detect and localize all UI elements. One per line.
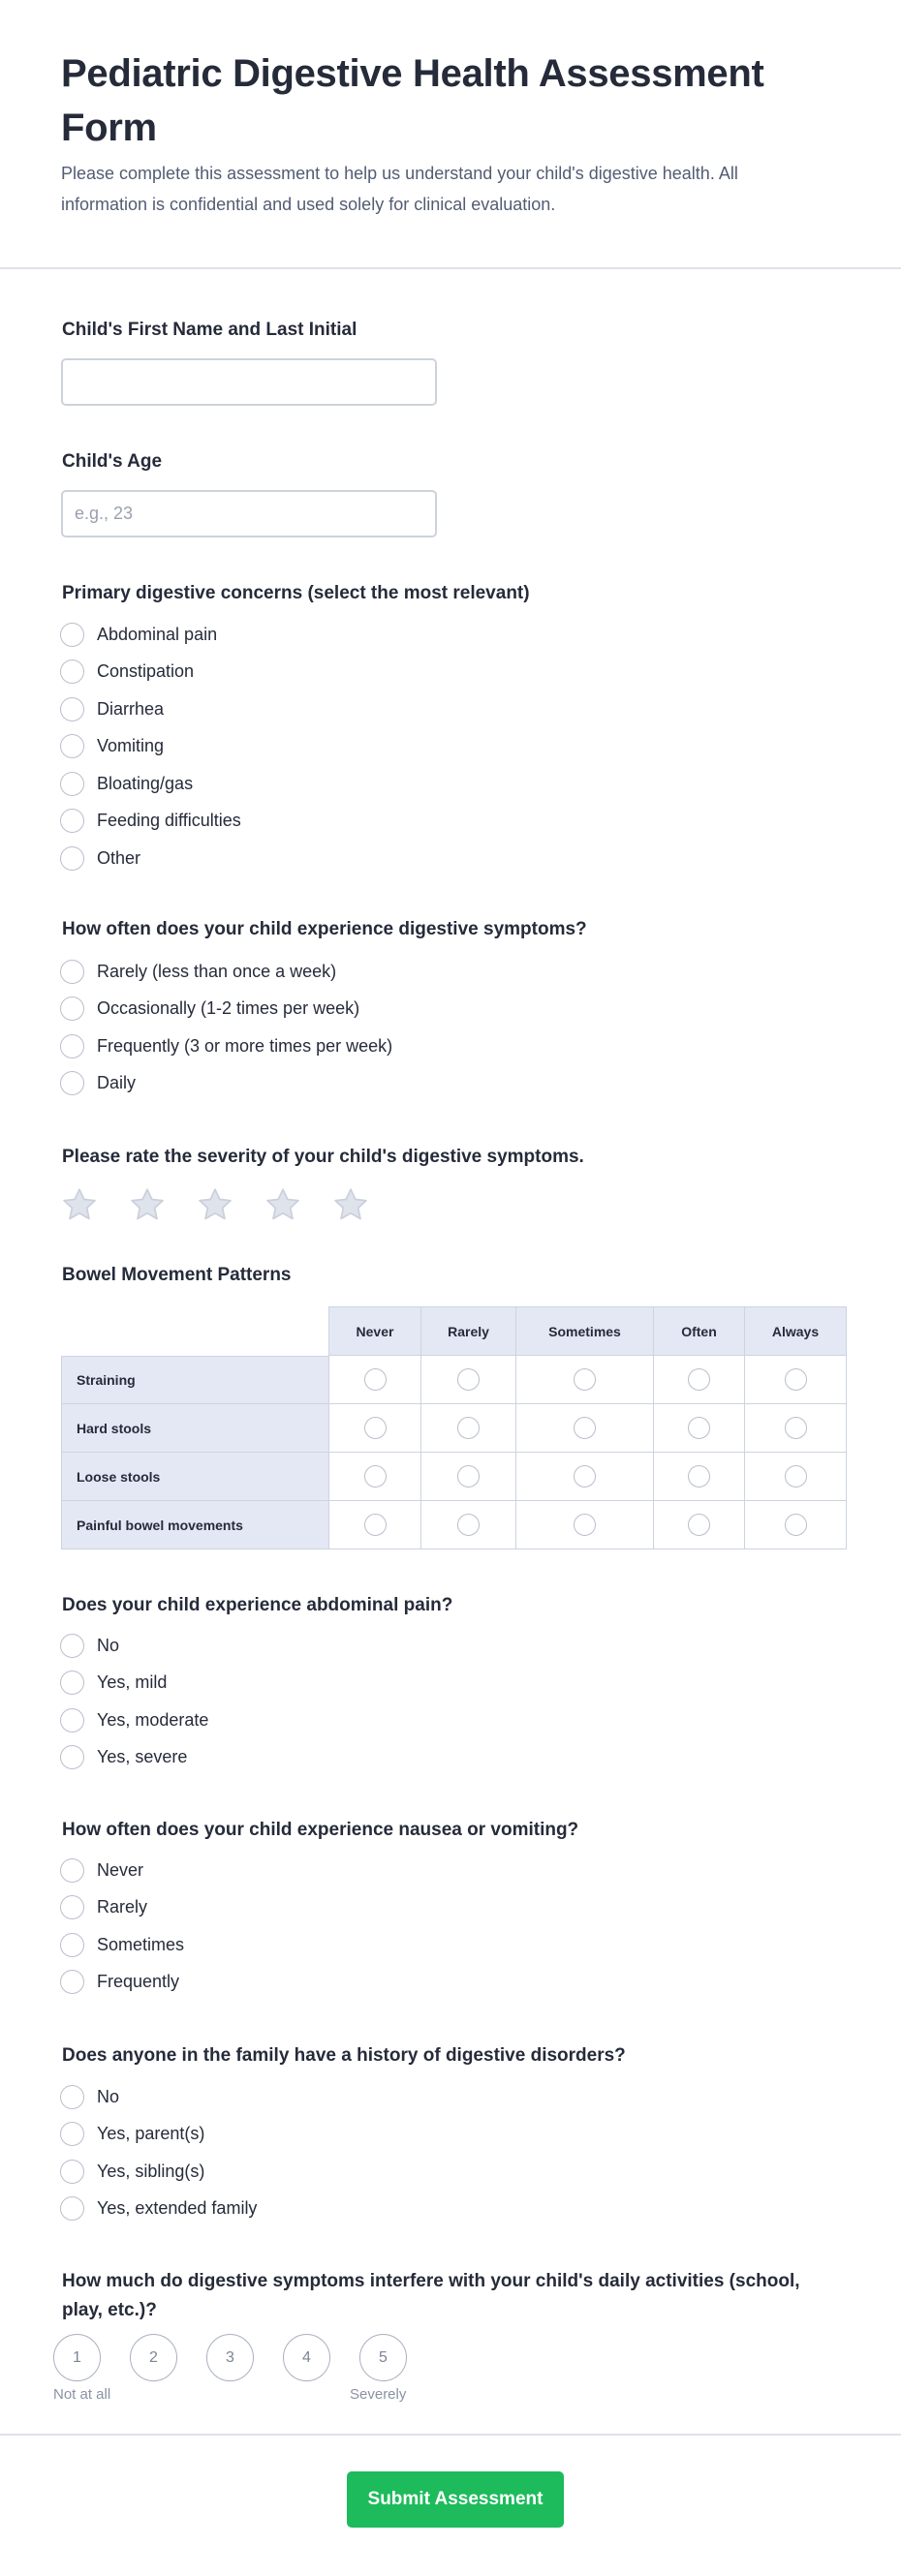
matrix-row — [61, 1501, 847, 1549]
scale-option[interactable]: 2 — [130, 2334, 177, 2381]
radio-button[interactable] — [60, 1071, 84, 1095]
matrix-cell — [421, 1356, 516, 1404]
star-icon[interactable] — [60, 1185, 99, 1224]
concerns-option[interactable] — [60, 770, 193, 797]
frequency-option[interactable] — [60, 958, 336, 985]
matrix-cell — [745, 1404, 847, 1453]
radio-button[interactable] — [364, 1465, 387, 1487]
concerns-label: Primary digestive concerns (select the most relevant) — [62, 583, 530, 603]
radio-button[interactable] — [60, 997, 84, 1021]
radio-button[interactable] — [457, 1514, 480, 1536]
star-icon[interactable] — [264, 1185, 302, 1224]
matrix-cell — [516, 1404, 654, 1453]
matrix-column-header: Never — [329, 1306, 421, 1356]
option-label: Never — [97, 1859, 144, 1880]
radio-button[interactable] — [364, 1514, 387, 1536]
family-label: Does anyone in the family have a history of digestive disorders? — [62, 2045, 626, 2066]
scale-option[interactable]: 4 — [283, 2334, 330, 2381]
option-label: Yes, extended family — [97, 2198, 258, 2218]
matrix-column-header: Always — [745, 1306, 847, 1356]
frequency-option[interactable] — [60, 996, 359, 1023]
matrix-cell — [421, 1501, 516, 1549]
matrix-row-label: Loose stools — [61, 1453, 329, 1501]
radio-button[interactable] — [60, 960, 84, 984]
radio-button[interactable] — [60, 1858, 84, 1883]
matrix-cell — [329, 1501, 421, 1549]
star-icon[interactable] — [128, 1185, 167, 1224]
scale-min-label: Not at all — [53, 2386, 111, 2403]
radio-button[interactable] — [60, 1034, 84, 1058]
radio-button[interactable] — [457, 1417, 480, 1439]
matrix-cell — [329, 1453, 421, 1501]
option-label: Constipation — [97, 661, 195, 681]
option-label: Frequently (3 or more times per week) — [97, 1035, 393, 1056]
radio-button[interactable] — [574, 1514, 596, 1536]
radio-button[interactable] — [688, 1368, 710, 1391]
matrix-cell — [516, 1356, 654, 1404]
option-label: Yes, severe — [97, 1747, 188, 1766]
nausea-option[interactable] — [60, 1894, 147, 1921]
severity-label: Please rate the severity of your child's digestive symptoms. — [62, 1147, 584, 1167]
matrix-cell — [745, 1453, 847, 1501]
interference-scale — [53, 2334, 407, 2381]
radio-button[interactable] — [785, 1465, 807, 1487]
matrix-row — [61, 1404, 847, 1453]
matrix-row — [61, 1356, 847, 1404]
matrix-column-header: Sometimes — [516, 1306, 654, 1356]
scale-option[interactable]: 5 — [359, 2334, 407, 2381]
abdominal-option[interactable] — [60, 1744, 187, 1771]
abdominal-label: Does your child experience abdominal pain? — [62, 1595, 453, 1615]
matrix-cell — [421, 1404, 516, 1453]
radio-button[interactable] — [688, 1417, 710, 1439]
family-option[interactable] — [60, 2083, 119, 2110]
family-option[interactable] — [60, 2195, 257, 2223]
radio-button[interactable] — [60, 1895, 84, 1919]
radio-button[interactable] — [457, 1465, 480, 1487]
scale-option[interactable]: 1 — [53, 2334, 101, 2381]
option-label: Vomiting — [97, 736, 165, 755]
option-label: Yes, mild — [97, 1672, 168, 1692]
nausea-option[interactable] — [60, 1931, 184, 1958]
name-label: Child's First Name and Last Initial — [62, 320, 357, 340]
matrix-cell — [745, 1356, 847, 1404]
abdominal-option[interactable] — [60, 1632, 119, 1659]
bowel-label: Bowel Movement Patterns — [62, 1265, 292, 1285]
option-label: Sometimes — [97, 1934, 185, 1954]
radio-button[interactable] — [60, 1745, 84, 1769]
radio-button[interactable] — [60, 734, 84, 758]
matrix-cell — [421, 1453, 516, 1501]
radio-button[interactable] — [60, 659, 84, 684]
matrix-cell — [329, 1356, 421, 1404]
radio-button[interactable] — [688, 1514, 710, 1536]
child-name-input[interactable] — [61, 358, 437, 406]
abdominal-option[interactable] — [60, 1670, 167, 1697]
radio-button[interactable] — [785, 1514, 807, 1536]
frequency-label: How often does your child experience digestive symptoms? — [62, 919, 587, 939]
option-label: No — [97, 1635, 120, 1655]
submit-button[interactable]: Submit Assessment — [347, 2471, 564, 2528]
matrix-cell — [745, 1501, 847, 1549]
radio-button[interactable] — [60, 2122, 84, 2146]
radio-button[interactable] — [785, 1417, 807, 1439]
matrix-cell — [516, 1501, 654, 1549]
star-rating — [60, 1185, 370, 1224]
matrix-cell — [654, 1501, 745, 1549]
concerns-option[interactable] — [60, 659, 194, 686]
matrix-row — [61, 1453, 847, 1501]
matrix-column-header: Often — [654, 1306, 745, 1356]
interference-label: How much do digestive symptoms interfere with your child's daily activities (school, play, etc.)? — [62, 2271, 800, 2320]
concerns-option[interactable] — [60, 808, 241, 835]
matrix-row-label: Straining — [61, 1356, 329, 1404]
option-label: Feeding difficulties — [97, 811, 241, 830]
divider — [0, 267, 901, 269]
radio-button[interactable] — [60, 697, 84, 721]
option-label: Other — [97, 847, 141, 868]
child-age-input[interactable] — [61, 490, 437, 537]
option-label: Abdominal pain — [97, 624, 218, 644]
radio-button[interactable] — [574, 1465, 596, 1487]
nausea-option[interactable] — [60, 1969, 179, 1996]
radio-button[interactable] — [60, 1634, 84, 1658]
option-label: Occasionally (1-2 times per week) — [97, 998, 360, 1018]
option-label: No — [97, 2086, 120, 2106]
radio-button[interactable] — [60, 2160, 84, 2184]
radio-button[interactable] — [60, 623, 84, 647]
frequency-option[interactable] — [60, 1032, 392, 1059]
star-icon[interactable] — [196, 1185, 234, 1224]
footer-divider — [0, 2434, 901, 2436]
concerns-option[interactable] — [60, 844, 140, 872]
matrix-row-label: Painful bowel movements — [61, 1501, 329, 1549]
matrix-cell — [516, 1453, 654, 1501]
option-label: Yes, sibling(s) — [97, 2161, 205, 2181]
matrix-row-label: Hard stools — [61, 1404, 329, 1453]
nausea-option[interactable] — [60, 1856, 143, 1884]
radio-button[interactable] — [688, 1465, 710, 1487]
abdominal-option[interactable] — [60, 1706, 208, 1733]
radio-button[interactable] — [60, 1970, 84, 1994]
scale-max-label: Severely — [350, 2386, 407, 2403]
radio-button[interactable] — [60, 2196, 84, 2221]
option-label: Rarely — [97, 1897, 148, 1917]
radio-button[interactable] — [364, 1417, 387, 1439]
family-option[interactable] — [60, 2158, 204, 2185]
radio-button[interactable] — [60, 2085, 84, 2109]
matrix-cell — [654, 1453, 745, 1501]
radio-button[interactable] — [60, 846, 84, 871]
page-subtitle: Please complete this assessment to help us understand your child's digestive health. All information is confidential and used solely for clinical evaluation. — [61, 164, 738, 214]
radio-button[interactable] — [60, 809, 84, 833]
radio-button[interactable] — [60, 772, 84, 796]
scale-option[interactable]: 3 — [206, 2334, 254, 2381]
radio-button[interactable] — [364, 1368, 387, 1391]
radio-button[interactable] — [574, 1417, 596, 1439]
frequency-option[interactable] — [60, 1070, 136, 1097]
concerns-option[interactable] — [60, 621, 217, 648]
page-title: Pediatric Digestive Health Assessment Form — [61, 52, 764, 149]
matrix-corner — [61, 1306, 329, 1356]
concerns-option[interactable] — [60, 733, 164, 760]
option-label: Yes, moderate — [97, 1709, 209, 1730]
option-label: Diarrhea — [97, 698, 165, 719]
radio-button[interactable] — [60, 1708, 84, 1733]
bowel-matrix — [61, 1306, 847, 1549]
option-label: Frequently — [97, 1972, 180, 1991]
matrix-cell — [329, 1404, 421, 1453]
matrix-cell — [654, 1356, 745, 1404]
option-label: Daily — [97, 1073, 137, 1092]
matrix-column-header: Rarely — [421, 1306, 516, 1356]
family-option[interactable] — [60, 2121, 204, 2148]
matrix-cell — [654, 1404, 745, 1453]
option-label: Bloating/gas — [97, 773, 194, 793]
option-label: Rarely (less than once a week) — [97, 961, 337, 981]
radio-button[interactable] — [60, 1671, 84, 1695]
radio-button[interactable] — [574, 1368, 596, 1391]
radio-button[interactable] — [60, 1933, 84, 1957]
age-label: Child's Age — [62, 451, 163, 472]
radio-button[interactable] — [785, 1368, 807, 1391]
nausea-label: How often does your child experience nausea or vomiting? — [62, 1820, 579, 1840]
option-label: Yes, parent(s) — [97, 2124, 205, 2143]
star-icon[interactable] — [331, 1185, 370, 1224]
concerns-option[interactable] — [60, 695, 164, 722]
radio-button[interactable] — [457, 1368, 480, 1391]
